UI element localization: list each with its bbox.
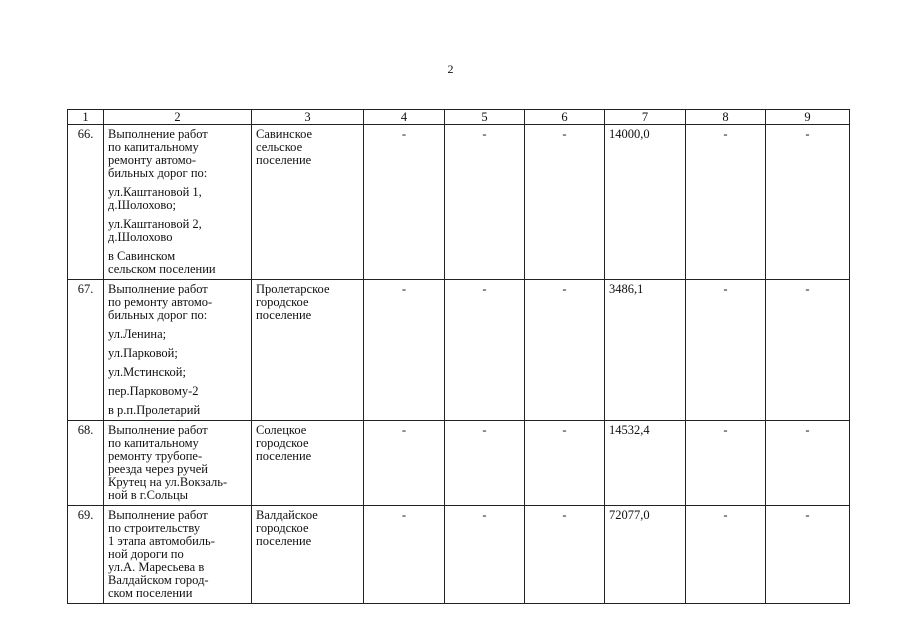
description-line: Выполнение работ xyxy=(108,282,208,296)
table-header-row xyxy=(68,110,850,125)
settlement-line: поселение xyxy=(256,308,312,322)
column-header: 9 xyxy=(766,110,850,125)
description-line: д.Шолохово; xyxy=(108,198,176,212)
description-line: реезда через ручей xyxy=(108,462,208,476)
table-row xyxy=(68,125,850,280)
table-row xyxy=(68,280,850,421)
description-line: ул.А. Маресьева в xyxy=(108,560,205,574)
description-line: Крутец на ул.Вокзаль- xyxy=(108,475,228,489)
column-header: 4 xyxy=(364,110,445,125)
value-cell-col9: - xyxy=(766,125,850,280)
description-line: ул.Каштановой 2, xyxy=(108,217,202,231)
description-line: по ремонту автомо- xyxy=(108,295,213,309)
work-description-cell xyxy=(104,125,252,280)
settlement-line: поселение xyxy=(256,449,312,463)
settlement-line: Савинское xyxy=(256,127,313,141)
description-line: ул.Мстинской; xyxy=(108,365,186,379)
settlement-line: городское xyxy=(256,436,309,450)
settlement-line: Пролетарское xyxy=(256,282,330,296)
description-line: Выполнение работ xyxy=(108,127,208,141)
value-cell-col6: - xyxy=(525,280,605,421)
column-header: 8 xyxy=(686,110,766,125)
row-number-cell: 69. xyxy=(68,506,104,604)
column-header: 6 xyxy=(525,110,605,125)
settlement-cell xyxy=(252,125,364,280)
description-line: 1 этапа автомобиль- xyxy=(108,534,215,548)
value-cell-col5: - xyxy=(445,421,525,506)
value-cell-col4: - xyxy=(364,280,445,421)
description-line: бильных дорог по: xyxy=(108,166,208,180)
amount-cell: 14532,4 xyxy=(605,421,686,506)
description-line: ной дороги по xyxy=(108,547,184,561)
row-number-cell: 66. xyxy=(68,125,104,280)
settlement-cell xyxy=(252,421,364,506)
value-cell-col4: - xyxy=(364,506,445,604)
description-line: ул.Ленина; xyxy=(108,327,167,341)
value-cell-col4: - xyxy=(364,125,445,280)
value-cell-col8: - xyxy=(686,125,766,280)
amount-cell: 14000,0 xyxy=(605,125,686,280)
value-cell-col5: - xyxy=(445,280,525,421)
description-line: по строительству xyxy=(108,521,201,535)
work-description-cell xyxy=(104,506,252,604)
settlement-line: поселение xyxy=(256,153,312,167)
description-line: сельском поселении xyxy=(108,262,216,276)
value-cell-col9: - xyxy=(766,421,850,506)
column-header: 2 xyxy=(104,110,252,125)
column-header: 7 xyxy=(605,110,686,125)
work-description-cell xyxy=(104,280,252,421)
column-header: 1 xyxy=(68,110,104,125)
table-row xyxy=(68,421,850,506)
value-cell-col6: - xyxy=(525,506,605,604)
amount-cell: 72077,0 xyxy=(605,506,686,604)
value-cell-col8: - xyxy=(686,506,766,604)
description-line: ском поселении xyxy=(108,586,193,600)
description-line: по капитальному xyxy=(108,140,199,154)
description-line: в Савинском xyxy=(108,249,176,263)
column-header: 5 xyxy=(445,110,525,125)
value-cell-col4: - xyxy=(364,421,445,506)
description-line: пер.Парковому-2 xyxy=(108,384,199,398)
description-line: ремонту трубопе- xyxy=(108,449,203,463)
settlement-line: поселение xyxy=(256,534,312,548)
settlement-line: Валдайское xyxy=(256,508,318,522)
settlement-line: городское xyxy=(256,295,309,309)
table-row xyxy=(68,506,850,604)
column-header: 3 xyxy=(252,110,364,125)
value-cell-col8: - xyxy=(686,280,766,421)
description-line: Выполнение работ xyxy=(108,423,208,437)
value-cell-col6: - xyxy=(525,125,605,280)
description-line: ной в г.Сольцы xyxy=(108,488,189,502)
amount-cell: 3486,1 xyxy=(605,280,686,421)
value-cell-col5: - xyxy=(445,506,525,604)
description-line: Валдайском город- xyxy=(108,573,209,587)
page-number: 2 xyxy=(447,62,454,76)
settlement-line: Солецкое xyxy=(256,423,307,437)
settlement-cell xyxy=(252,506,364,604)
value-cell-col9: - xyxy=(766,280,850,421)
description-line: в р.п.Пролетарий xyxy=(108,403,201,417)
description-line: д.Шолохово xyxy=(108,230,173,244)
row-number-cell: 68. xyxy=(68,421,104,506)
row-number-cell: 67. xyxy=(68,280,104,421)
budget-table xyxy=(67,109,850,604)
description-line: бильных дорог по: xyxy=(108,308,208,322)
settlement-line: сельское xyxy=(256,140,303,154)
description-line: ул.Парковой; xyxy=(108,346,178,360)
value-cell-col8: - xyxy=(686,421,766,506)
description-line: ул.Каштановой 1, xyxy=(108,185,202,199)
settlement-cell xyxy=(252,280,364,421)
value-cell-col5: - xyxy=(445,125,525,280)
work-description-cell xyxy=(104,421,252,506)
description-line: по капитальному xyxy=(108,436,199,450)
description-line: Выполнение работ xyxy=(108,508,208,522)
description-line: ремонту автомо- xyxy=(108,153,197,167)
value-cell-col9: - xyxy=(766,506,850,604)
settlement-line: городское xyxy=(256,521,309,535)
value-cell-col6: - xyxy=(525,421,605,506)
